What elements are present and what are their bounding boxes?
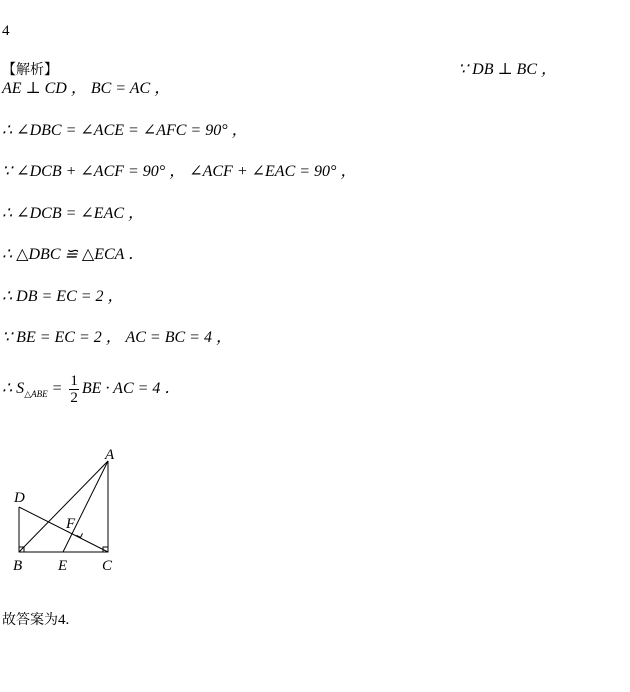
segment-dc — [19, 507, 108, 552]
label-c: C — [102, 558, 113, 574]
fraction-denominator: 2 — [70, 389, 78, 406]
area-rest: BE · AC = 4 ． — [81, 380, 181, 397]
segment-ea — [63, 461, 108, 552]
step-4: ∴ ∠DCB = ∠EAC ， — [2, 205, 145, 222]
area-formula — [2, 371, 180, 412]
step-3: ∵ ∠DCB + ∠ACF = 90° ， ∠ACF + ∠EAC = 90° ， — [2, 163, 357, 180]
conclusion-value: 4. — [58, 612, 70, 628]
fraction-numerator: 1 — [70, 372, 78, 389]
label-b: B — [13, 558, 23, 574]
label-e: E — [58, 558, 68, 574]
area-subscript: △ABE — [24, 389, 48, 400]
label-a: A — [105, 447, 115, 463]
label-f: F — [66, 516, 76, 532]
area-eq: = — [47, 380, 67, 397]
segment-ba — [19, 461, 108, 552]
conclusion — [2, 610, 69, 629]
geometry-figure — [0, 440, 140, 580]
analysis-label: 【解析】 — [2, 62, 58, 78]
step-6: ∴ DB = EC = 2 ， — [2, 288, 124, 305]
step-1: AE ⊥ CD ， BC = AC ， — [2, 80, 171, 97]
premise-db-perp-bc: ∵ DB ⊥ BC ， — [458, 61, 558, 78]
step-7: ∵ BE = EC = 2 ， AC = BC = 4 ， — [2, 329, 232, 346]
step-5: ∴ △DBC ≌ △ECA ． — [2, 246, 145, 263]
label-d: D — [14, 490, 25, 506]
area-prefix: ∴ S — [2, 380, 25, 397]
half-fraction — [69, 373, 79, 406]
conclusion-text: 故答案为 — [2, 612, 58, 628]
answer-number: 4 — [2, 23, 10, 39]
step-2: ∴ ∠DBC = ∠ACE = ∠AFC = 90° ， — [2, 122, 248, 139]
